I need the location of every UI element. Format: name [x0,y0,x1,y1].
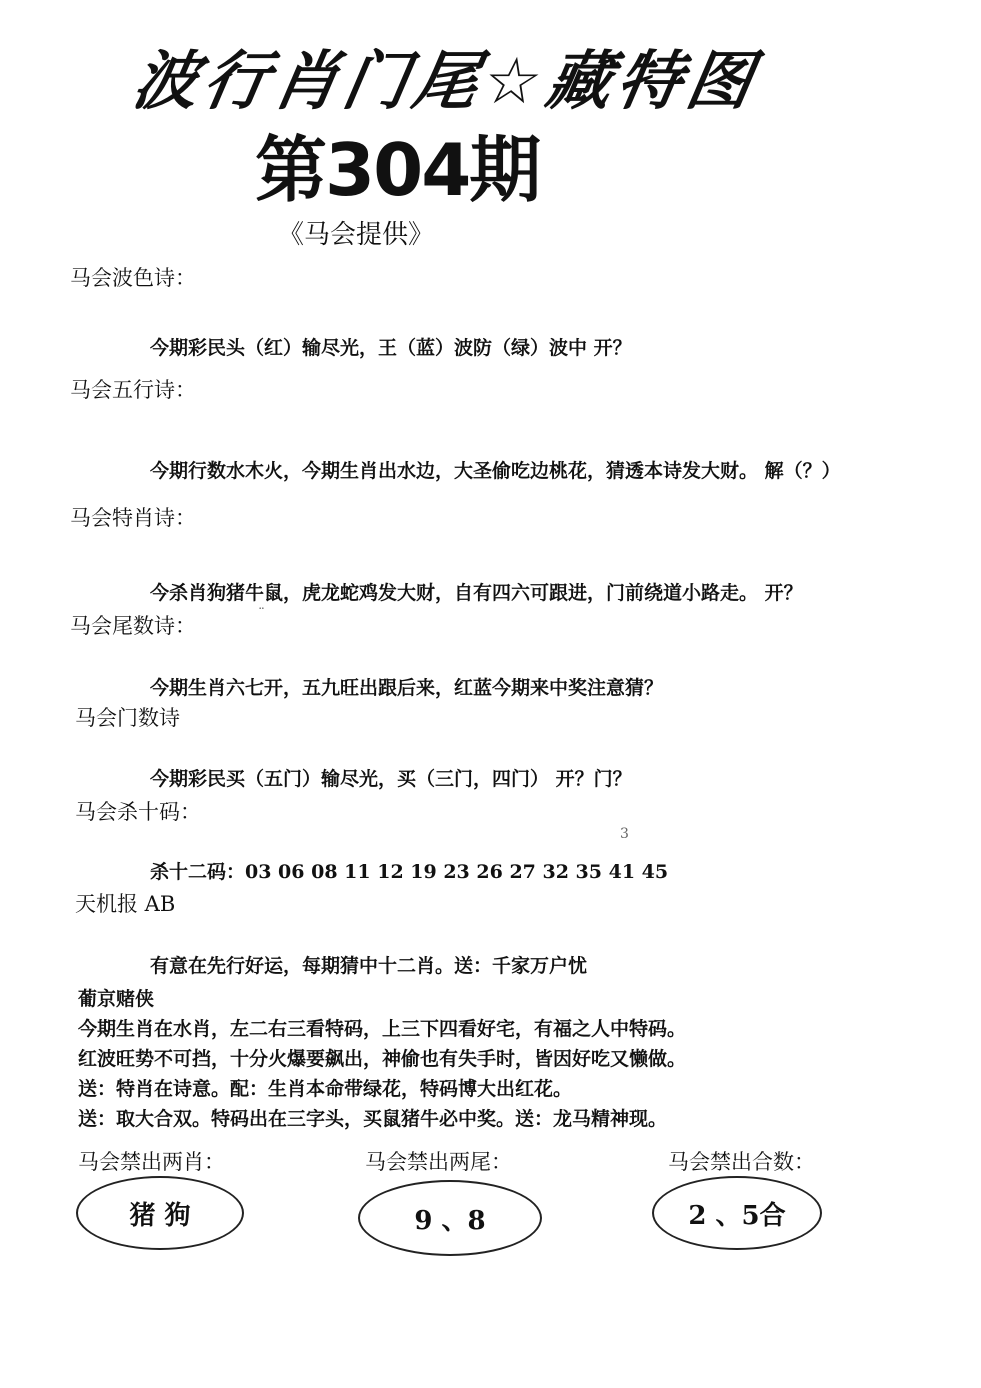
pujing-line: 送：取大合双。特码出在三字头，买鼠猪牛必中奖。送：龙马精神现。 [78,1108,668,1130]
door-poem-text: 今期彩民买（五门）输尽光，买（三门，四门） 开？门？ [150,768,632,790]
pujing-line: 今期生肖在水肖，左二右三看特码，上三下四看好宅，有福之人中特码。 [78,1018,687,1040]
pujing-label: 葡京赌侠 [78,988,155,1010]
element-poem-text: 今期行数水木火，今期生肖出水边，大圣偷吃边桃花，猜透本诗发大财。 解（？） [150,460,841,482]
color-poem-text: 今期彩民头（红）输尽光，王（蓝）波防（绿）波中 开？ [150,337,632,359]
tianji-text: 有意在先行好运，每期猜中十二肖。送：千家万户忧 [150,955,588,977]
tianji-label: 天机报 AB [75,892,176,916]
kill-ten-label: 马会杀十码： [75,800,201,824]
ban-tail-value: 9 、8 [414,1205,486,1236]
ban-tail-oval [358,1180,542,1256]
pujing-line: 红波旺势不可挡，十分火爆要飙出，神偷也有失手时，皆因好吃又懒做。 [78,1048,687,1070]
ban-sum-oval [652,1176,822,1250]
ban-sum-label: 马会禁出合数： [668,1150,815,1174]
page-title: 波行肖门尾☆藏特图 [127,45,764,119]
ban-zodiac-label: 马会禁出两肖： [78,1150,225,1174]
zodiac-poem-label: 马会特肖诗： [70,506,196,530]
color-poem-label: 马会波色诗： [70,266,196,290]
scan-speck: ¨ [258,606,265,622]
tail-poem-label: 马会尾数诗： [70,614,196,638]
kill-twelve-numbers: 杀十二码：03 06 08 11 12 19 23 26 27 32 35 41 45 [150,861,669,883]
ban-sum-value: 2 、5合 [688,1200,786,1231]
ban-zodiac-oval [76,1176,244,1250]
zodiac-poem-text: 今杀肖狗猪牛鼠，虎龙蛇鸡发大财，自有四六可跟进，门前绕道小路走。 开？ [150,582,803,604]
ban-zodiac-value: 猪 狗 [129,1200,191,1231]
scan-speck: 3 [620,826,629,842]
pujing-line: 送：特肖在诗意。配：生肖本命带绿花，特码博大出红花。 [78,1078,573,1100]
tail-poem-text: 今期生肖六七开，五九旺出跟后来，红蓝今期来中奖注意猜？ [150,677,664,699]
provider-note: 《马会提供》 [278,220,435,250]
ban-tail-label: 马会禁出两尾： [365,1150,512,1174]
element-poem-label: 马会五行诗： [70,378,196,402]
issue-number: 第304期 [255,128,540,212]
door-poem-label: 马会门数诗 [75,706,180,730]
